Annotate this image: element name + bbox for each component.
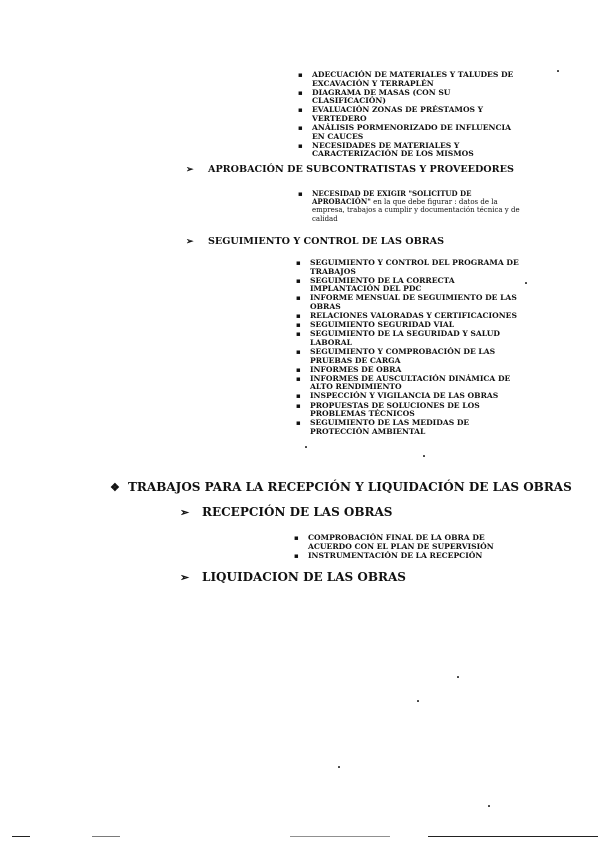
bullet-icon: ▪: [296, 311, 301, 321]
bullet-icon: ▪: [296, 418, 301, 428]
list-item: [294, 534, 516, 551]
heading-trabajos: ❖ TRABAJOS PARA LA RECEPCIÓN Y LIQUIDACIÓN DE LAS OBRAS: [110, 480, 572, 494]
list-item-text: ANÁLISIS PORMENORIZADO DE INFLUENCIA EN CAUCES: [312, 123, 511, 141]
list-item-text: INFORMES DE OBRA: [310, 364, 402, 374]
bullet-icon: ▪: [296, 258, 301, 267]
list-item-text: PROPUESTAS DE SOLUCIONES DE LOS PROBLEMAS TÉCNICOS: [310, 400, 480, 419]
list-item-text: SEGUIMIENTO SEGURIDAD VIAL: [310, 320, 455, 330]
bullet-icon: ▪: [296, 391, 301, 401]
list-item-text: DIAGRAMA DE MASAS (CON SU CLASIFICACIÓN): [312, 87, 451, 106]
arrow-bullet-icon: ➢: [186, 165, 194, 175]
list-item: [296, 294, 522, 311]
bullet-icon: ▪: [296, 329, 301, 339]
bullet-icon: ▪: [296, 373, 301, 383]
scan-speck: [525, 282, 527, 284]
seguimiento-list: [296, 259, 522, 437]
scan-speck: [457, 676, 459, 678]
list-item: [296, 402, 522, 419]
list-item: [296, 348, 522, 365]
bullet-icon: ▪: [298, 140, 303, 150]
list-item-text: COMPROBACIÓN FINAL DE LA OBRA DE ACUERDO CON EL PLAN DE SUPERVISIÓN: [308, 533, 494, 551]
diamond-bullet-icon: ❖: [110, 481, 120, 494]
bullet-icon: ▪: [296, 364, 301, 374]
list-item-text: EVALUACIÓN ZONAS DE PRÉSTAMOS Y VERTEDERO: [312, 105, 484, 123]
scan-edge-line: [290, 836, 390, 837]
scan-speck: [305, 446, 307, 448]
bullet-icon: ▪: [298, 189, 303, 198]
list-item: [296, 375, 522, 392]
recepcion-list: [294, 534, 516, 561]
scan-speck: [488, 805, 490, 807]
scan-speck: [417, 700, 419, 702]
bullet-icon: ▪: [296, 275, 301, 285]
list-item: [296, 259, 522, 276]
bullet-icon: ▪: [298, 87, 303, 97]
heading-seguimiento: ➢ SEGUIMIENTO Y CONTROL DE LAS OBRAS: [186, 236, 445, 247]
list-item-text: SEGUIMIENTO DE LA CORRECTA IMPLANTACIÓN DEL PDC: [310, 275, 455, 294]
heading-subcontratistas: ➢ APROBACIÓN DE SUBCONTRATISTAS Y PROVEEDORES: [186, 164, 514, 175]
materials-list: [298, 71, 516, 159]
bullet-icon: ▪: [298, 70, 303, 79]
bullet-icon: ▪: [296, 400, 301, 410]
bullet-icon: ▪: [296, 346, 301, 356]
bullet-icon: ▪: [298, 123, 303, 133]
list-item: [298, 142, 516, 159]
bullet-icon: ▪: [296, 320, 301, 330]
list-item-text: ADECUACIÓN DE MATERIALES Y TALUDES DE EXCAVACIÓN Y TERRAPLÉN: [312, 70, 514, 88]
list-item: [294, 552, 516, 561]
list-item: [298, 124, 516, 141]
list-item-text: SEGUIMIENTO DE LA SEGURIDAD Y SALUD LABORAL: [310, 329, 500, 347]
list-item-text: INSPECCIÓN Y VIGILANCIA DE LAS OBRAS: [310, 391, 499, 401]
list-item-text: RELACIONES VALORADAS Y CERTIFICACIONES: [310, 311, 517, 321]
bullet-icon: ▪: [294, 533, 299, 542]
list-item-text: INFORMES DE AUSCULTACIÓN DINÁMICA DE ALTO RENDIMIENTO: [310, 373, 511, 392]
list-item-text: SEGUIMIENTO DE LAS MEDIDAS DE PROTECCIÓN AMBIENTAL: [310, 418, 470, 436]
list-item: [296, 419, 522, 436]
bullet-icon: ▪: [296, 293, 301, 303]
list-item: [298, 71, 516, 88]
list-item: [298, 89, 516, 106]
scan-speck: [557, 70, 559, 72]
list-item-text: NECESIDADES DE MATERIALES Y CARACTERIZACIÓN DE LOS MISMOS: [312, 140, 474, 159]
list-item-text: INSTRUMENTACIÓN DE LA RECEPCIÓN: [308, 550, 483, 560]
arrow-bullet-icon: ➢: [180, 506, 190, 519]
list-item: [296, 330, 522, 347]
list-item: [298, 106, 516, 123]
list-item: [296, 277, 522, 294]
list-item-text: SEGUIMIENTO Y CONTROL DEL PROGRAMA DE TRABAJOS: [310, 258, 519, 276]
list-item-text: INFORME MENSUAL DE SEGUIMIENTO DE LAS OBRAS: [310, 293, 517, 311]
scan-speck: [338, 766, 340, 768]
bullet-icon: ▪: [294, 550, 299, 560]
scan-speck: [423, 455, 425, 457]
subcontratistas-item: ▪ NECESIDAD DE EXIGIR "SOLICITUD DE APROBACIÓN" en la que debe figurar : datos de la empresa, trabajos a cumplir y documentación técnica y de calidad: [298, 189, 520, 223]
bullet-icon: ▪: [298, 105, 303, 115]
list-item-text: SEGUIMIENTO Y COMPROBACIÓN DE LAS PRUEBAS DE CARGA: [310, 346, 496, 365]
arrow-bullet-icon: ➢: [186, 237, 194, 247]
arrow-bullet-icon: ➢: [180, 571, 190, 584]
scan-edge-line: [92, 836, 120, 837]
scan-edge-line: [428, 836, 598, 837]
heading-liquidacion: ➢ LIQUIDACION DE LAS OBRAS: [180, 570, 406, 584]
scan-edge-line: [12, 836, 30, 837]
heading-recepcion: ➢ RECEPCIÓN DE LAS OBRAS: [180, 505, 393, 519]
